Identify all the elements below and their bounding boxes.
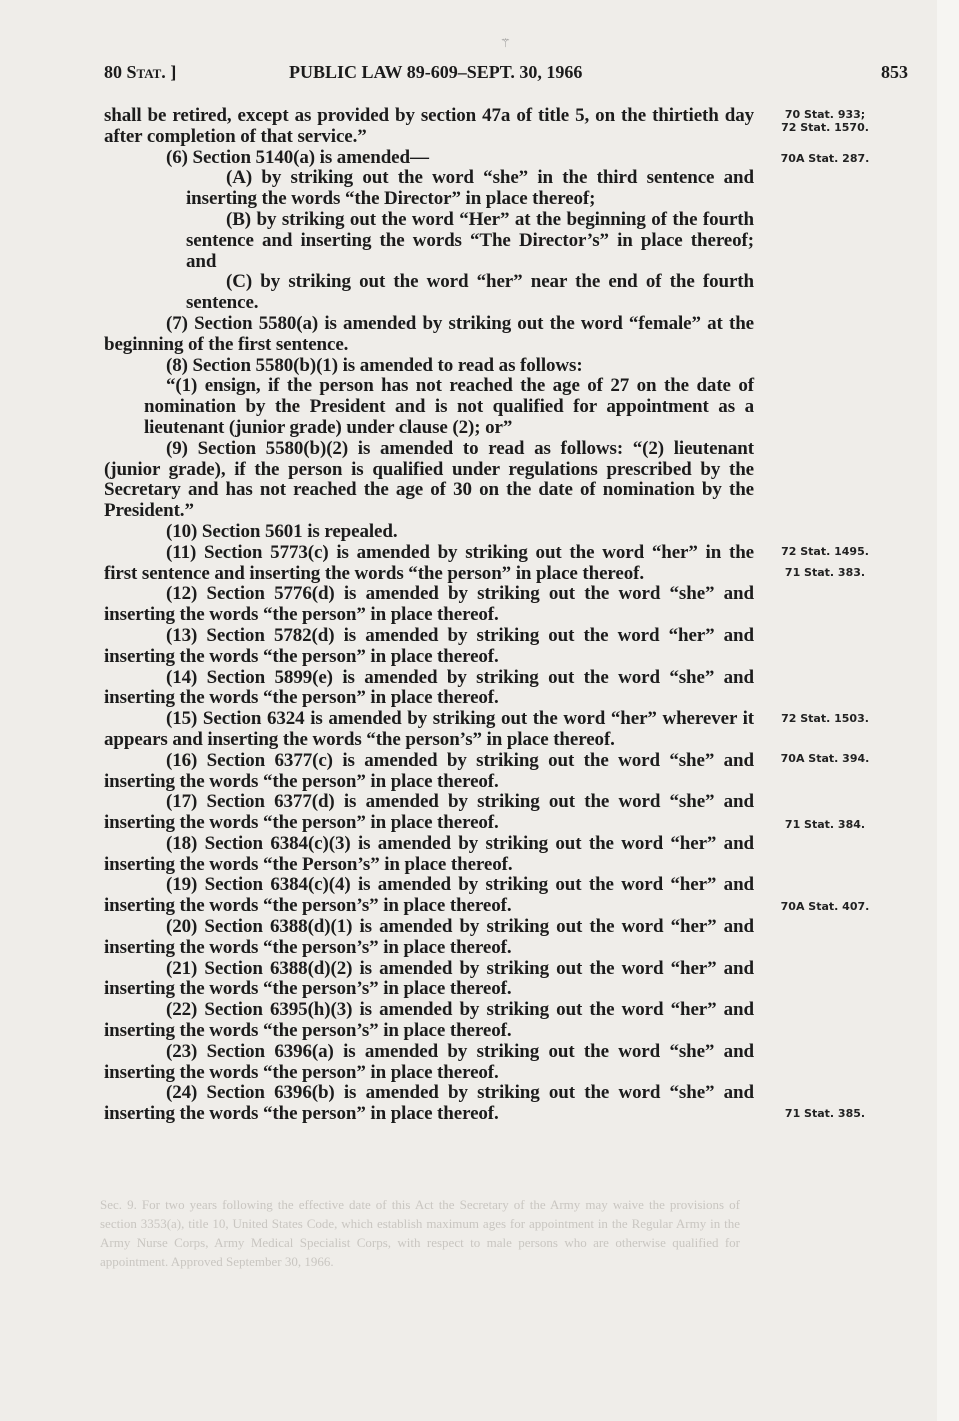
margin-note: 70A Stat. 287. [780, 152, 870, 165]
header-title: PUBLIC LAW 89-609–SEPT. 30, 1966 [289, 62, 583, 82]
paragraph: (17) Section 6377(d) is amended by striking out the word “she” and inserting the words “the person” in place thereof. [104, 791, 754, 834]
subparagraph: (B) by striking out the word “Her” at the beginning of the fourth sentence and inserting the words “The Director’s” in place thereof; and [186, 208, 754, 272]
margin-note-line: 70 Stat. 933; [784, 108, 866, 121]
header-bracket: ] [170, 62, 177, 82]
margin-note: 70A Stat. 407. [780, 900, 870, 913]
page-edge [937, 0, 959, 1421]
margin-note: 71 Stat. 383. [784, 566, 866, 579]
margin-note: 70A Stat. 394. [780, 752, 870, 765]
header-volume: 80 [104, 62, 122, 82]
subparagraph: (A) by striking out the word “she” in the third sentence and inserting the words “the Director” in place thereof; [186, 167, 754, 210]
paragraph: (19) Section 6384(c)(4) is amended by striking out the word “her” and inserting the words “the person’s” in place thereof. [104, 874, 754, 917]
margin-note: 71 Stat. 384. [784, 818, 866, 831]
paragraph: (10) Section 5601 is repealed. [166, 520, 398, 542]
paragraph: (15) Section 6324 is amended by striking out the word “her” wherever it appears and inserting the words “the person’s” in place thereof. [104, 708, 754, 750]
body-text [104, 106, 754, 1125]
paragraph: (21) Section 6388(d)(2) is amended by striking out the word “her” and inserting the words “the person’s” in place thereof. [104, 957, 754, 1000]
quoted-clause: “(1) ensign, if the person has not reached the age of 27 on the date of nomination by the President and is not qualified for appointment as a lieutenant (junior grade) under clause (2); or” [144, 375, 754, 438]
margin-note: 72 Stat. 1503. [781, 712, 869, 725]
page-header [104, 62, 908, 86]
margin-note: 72 Stat. 1495. [781, 545, 869, 558]
paragraph: (9) Section 5580(b)(2) is amended to read as follows: “(2) lieutenant (junior grade), if the person is qualified under regulations prescribed by the Secretary and has not reached the age of 30 on the date of nomination by the President.” [104, 437, 754, 522]
paragraph: (12) Section 5776(d) is amended by striking out the word “she” and inserting the words “the person” in place thereof. [104, 583, 754, 626]
header-stat-label: Stat. [126, 62, 166, 82]
paragraph: (16) Section 6377(c) is amended by striking out the word “she” and inserting the words “the person” in place thereof. [104, 749, 754, 792]
margin-note-line: 72 Stat. 1570. [781, 121, 869, 134]
margin-note [760, 108, 890, 134]
paragraph: (24) Section 6396(b) is amended by striking out the word “she” and inserting the words “the person” in place thereof. [104, 1082, 754, 1125]
paragraph: (14) Section 5899(e) is amended by striking out the word “she” and inserting the words “the person” in place thereof. [104, 666, 754, 709]
page-number: 853 [881, 62, 908, 82]
paragraph: shall be retired, except as provided by section 47a of title 5, on the thirtieth day after completion of that service.” [104, 105, 754, 147]
paragraph: (7) Section 5580(a) is amended by striking out the word “female” at the beginning of the first sentence. [104, 312, 754, 355]
header-citation [104, 62, 176, 83]
paragraph: (6) Section 5140(a) is amended— [166, 146, 429, 168]
paragraph: (8) Section 5580(b)(1) is amended to read as follows: [166, 354, 583, 376]
bleed-through-text: Sec. 9. For two years following the effective date of this Act the Secretary of the Army may waive the provisions of section 3353(a), title 10, United States Code, which establish maximum ages for appointment in the Regular Army in the Army Nurse Corps, Army Medical Specialist Corps, with respect to male persons who are otherwise qualified for appointment. Approved September 30, 1966. [100, 1197, 740, 1269]
paragraph: (18) Section 6384(c)(3) is amended by striking out the word “her” and inserting the words “the Person’s” in place thereof. [104, 832, 754, 875]
paragraph: (20) Section 6388(d)(1) is amended by striking out the word “her” and inserting the words “the person’s” in place thereof. [104, 916, 754, 958]
seal-mark: ⚚ [500, 36, 511, 50]
paragraph: (13) Section 5782(d) is amended by striking out the word “her” and inserting the words “the person” in place thereof. [104, 624, 754, 667]
paragraph: (22) Section 6395(h)(3) is amended by striking out the word “her” and inserting the words “the person’s” in place thereof. [104, 999, 754, 1042]
paragraph: (11) Section 5773(c) is amended by striking out the word “her” in the first sentence and inserting the words “the person” in place thereof. [104, 541, 754, 584]
paragraph: (23) Section 6396(a) is amended by striking out the word “she” and inserting the words “the person” in place thereof. [104, 1040, 754, 1083]
subparagraph: (C) by striking out the word “her” near the end of the fourth sentence. [186, 271, 754, 314]
margin-note: 71 Stat. 385. [784, 1107, 866, 1120]
